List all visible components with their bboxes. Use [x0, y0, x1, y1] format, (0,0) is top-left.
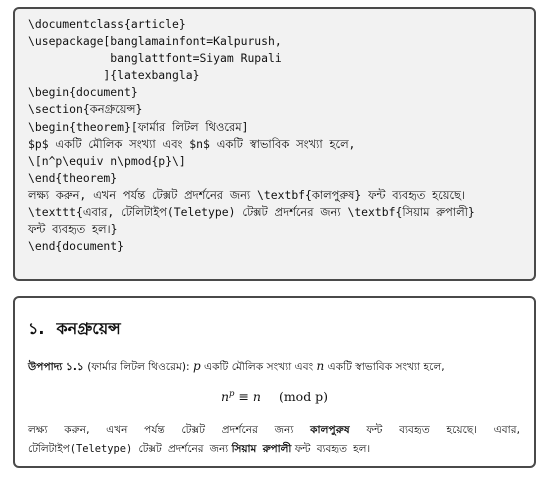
code-line: \end{document} [28, 239, 125, 254]
latex-source-lines [28, 16, 534, 255]
paragraph-word: প্রদর্শনের [221, 424, 258, 436]
display-equation [15, 389, 534, 404]
section-heading [28, 316, 121, 343]
theorem-var-p: p [192, 359, 201, 373]
code-line: \documentclass{article} [28, 17, 186, 31]
theorem-statement [28, 359, 445, 377]
code-line: \begin{document} [28, 85, 138, 100]
code-line: \texttt{এবার, টেলিটাইপ(Teletype) টেক্সট প্রদর্শনের জন্য \textbf{সিয়াম রুপালী} [28, 205, 475, 220]
equation-rhs: n [252, 389, 261, 405]
paragraph-line2-suffix: ফন্ট ব্যবহৃত হল। [294, 443, 371, 455]
paragraph-word: এখন [106, 424, 128, 436]
paragraph-word: টেক্সট [181, 424, 206, 436]
code-line: banglattfont=Siyam Rupali [28, 51, 282, 66]
theorem-var-n: n [316, 359, 325, 373]
theorem-text-1: একটি মৌলিক সংখ্যা এবং [204, 361, 314, 373]
code-line: ফন্ট ব্যবহৃত হল।} [28, 222, 118, 237]
paragraph-line-2 [28, 442, 520, 459]
paragraph-line2-prefix: টেলিটাইপ(Teletype) টেক্সট প্রদর্শনের জন্য [28, 443, 229, 455]
code-line: \end{theorem} [28, 170, 118, 185]
paragraph-word: ফন্ট [366, 424, 383, 436]
equation-relation: ≡ [238, 389, 249, 405]
paragraph-word: এবার, [493, 424, 520, 436]
paragraph-line-1 [28, 423, 520, 440]
paragraph-word: করুন, [64, 424, 90, 436]
paragraph-word: জন্য [274, 424, 294, 436]
theorem-note: (ফার্মার লিটল থিওরেম): [87, 361, 190, 373]
section-title: কনগ্রুয়েন্স [56, 319, 121, 338]
code-line: \usepackage[banglamainfont=Kalpurush, [28, 34, 282, 49]
equation-modulus: (mod p) [278, 389, 329, 405]
code-line: \[n^p\equiv n\pmod{p}\] [28, 153, 186, 168]
theorem-label: উপপাদ্য ১.১ [28, 361, 84, 373]
theorem-text-2: একটি স্বাভাবিক সংখ্যা হলে, [327, 361, 445, 373]
paragraph-line2-bold: সিয়াম রুপালী [231, 443, 292, 455]
code-line: লক্ষ্য করুন, এখন পর্যন্ত টেক্সট প্রদর্শনের জন্য \textbf{কালপুরুষ} ফন্ট ব্যবহৃত হয়েছে। [28, 187, 465, 202]
code-line: \begin{theorem}[ফার্মার লিটল থিওরেম] [28, 119, 249, 134]
paragraph-word: পর্যন্ত [144, 424, 165, 436]
equation-exponent: p [229, 389, 235, 399]
code-line: \section{কনগ্রুয়েন্স} [28, 102, 143, 117]
latex-source-box [13, 7, 536, 281]
paragraph-word: ব্যবহৃত [399, 424, 430, 436]
code-line: ]{latexbangla} [28, 68, 200, 83]
equation-base: n [220, 389, 229, 405]
code-line: $p$ একটি মৌলিক সংখ্যা এবং $n$ একটি স্বাভাবিক সংখ্যা হলে, [28, 136, 356, 151]
section-number: ১. [28, 319, 45, 338]
paragraph-word: কালপুরুষ [310, 424, 350, 436]
rendered-output-box [13, 296, 536, 468]
paragraph-word: হয়েছে। [446, 424, 478, 436]
paragraph-word: লক্ষ্য [28, 424, 48, 436]
